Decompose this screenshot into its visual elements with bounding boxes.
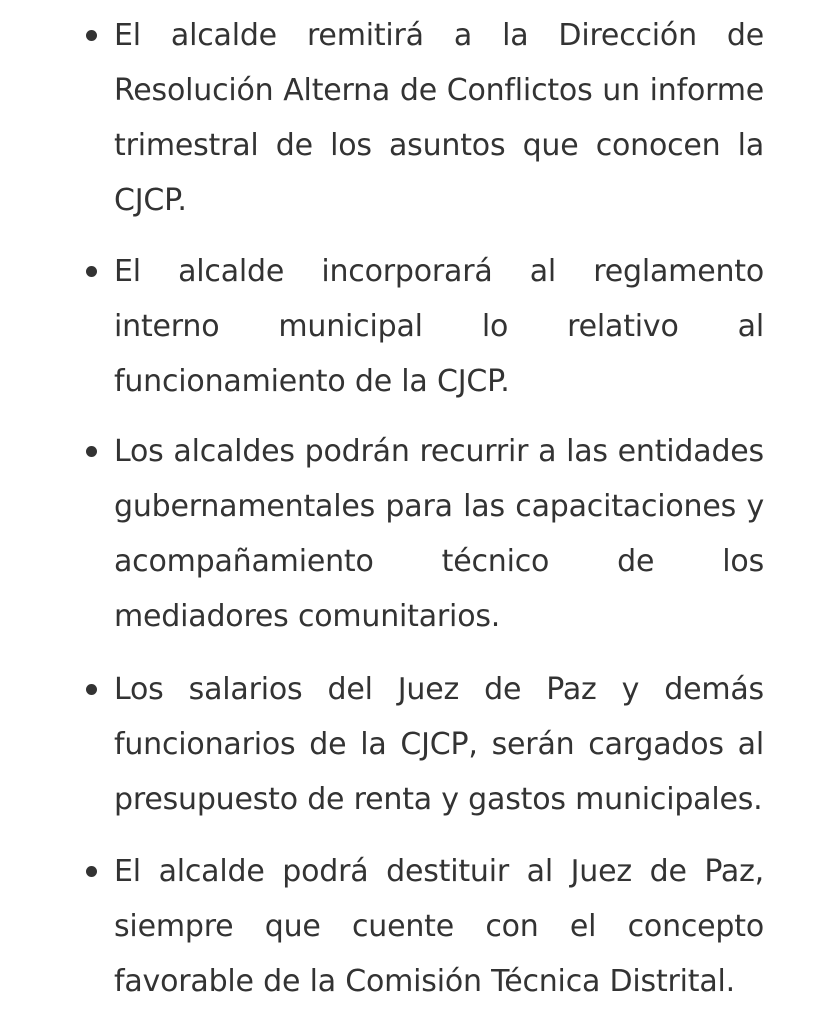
bullet-icon <box>86 30 97 41</box>
list-item-text: El alcalde incorporará al reglamento interno municipal lo relativo al funcionamiento de la CJCP. <box>114 254 764 399</box>
bullet-icon <box>86 684 97 695</box>
bullet-icon <box>86 446 97 457</box>
bullet-icon <box>86 266 97 277</box>
list-item-text: Los alcaldes podrán recurrir a las entidades gubernamentales para las capacitaciones y acompañamiento técnico de los mediadores comunitarios. <box>114 434 764 634</box>
list-item-text: El alcalde remitirá a la Dirección de Resolución Alterna de Conflictos un informe trimestral de los asuntos que conocen la CJCP. <box>114 18 764 218</box>
list-item-text: Los salarios del Juez de Paz y demás funcionarios de la CJCP, serán cargados al presupuesto de renta y gastos municipales. <box>114 672 764 817</box>
list-item-text: El alcalde podrá destituir al Juez de Paz, siempre que cuente con el concepto favorable de la Comisión Técnica Distrital. <box>114 854 764 999</box>
bullet-icon <box>86 866 97 877</box>
